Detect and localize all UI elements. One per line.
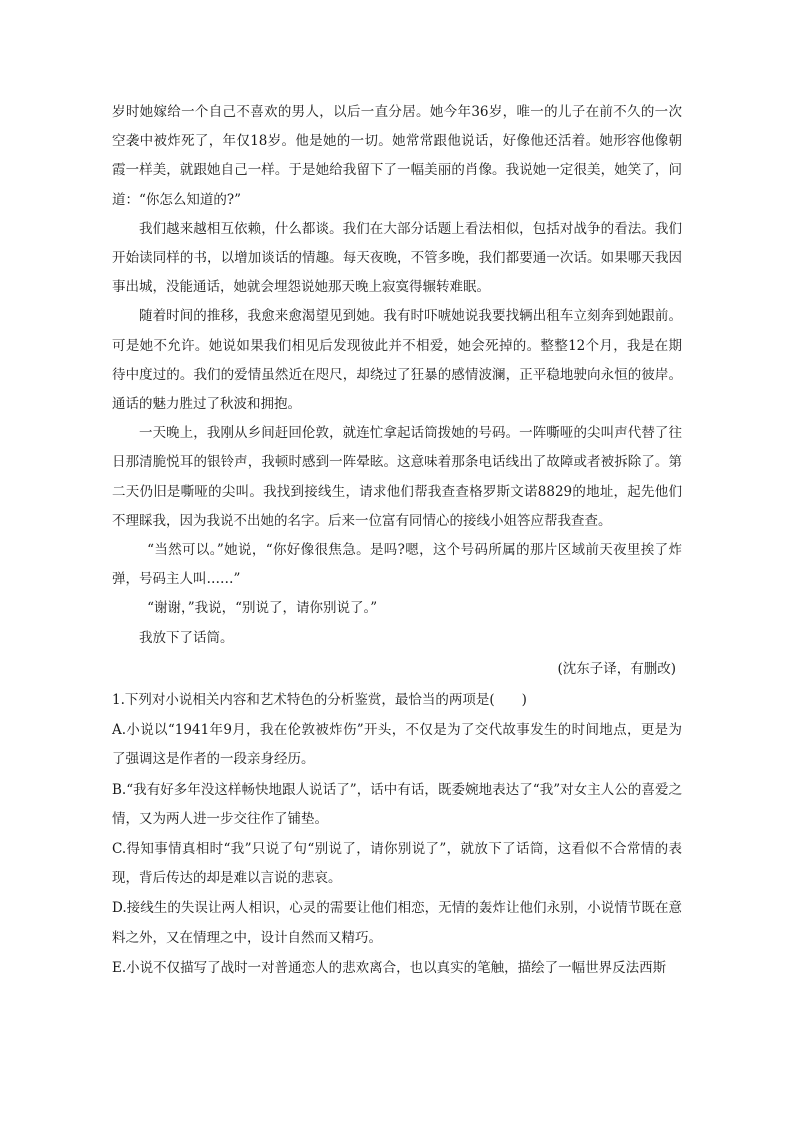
passage-paragraph-4: 一天晚上，我刚从乡间赶回伦敦，就连忙拿起话筒拨她的号码。一阵嘶哑的尖叫声代替了往日那清脆悦耳的银铃声，我顿时感到一阵晕眩。这意味着那条电话线出了故障或者被拆除了。第二天仍旧是嘶哑的尖叫。我找到接线生，请求他们帮我查查格罗斯文诺8829的地址，起先他们不理睬我，因为我说不出她的名字。后来一位富有同情心的接线小姐答应帮我查查。	[112, 425, 682, 529]
option-a: A.小说以“1941年9月，我在伦敦被炸伤”开头，不仅是为了交代故事发生的时间地点，更是为了强调这是作者的一段亲身经历。	[112, 722, 682, 768]
option-b: B.“我有好多年没这样畅快地跟人说话了”，话中有话，既委婉地表达了“我”对女主人公的喜爱之情，又为两人进一步交往作了铺垫。	[112, 781, 682, 827]
option-d: D.接线生的失误让两人相识，心灵的需要让他们相恋，无情的轰炸让他们永别，小说情节既在意料之外，又在情理之中，设计自然而又精巧。	[112, 900, 682, 946]
passage-dialogue-2: “谢谢，”我说，“别说了，请你别说了。”	[147, 600, 378, 617]
passage-paragraph-1: 岁时她嫁给一个自己不喜欢的男人，以后一直分居。她今年36岁，唯一的儿子在前不久的一次空袭中被炸死了，年仅18岁。他是她的一切。她常常跟他说话，好像他还活着。她形容他像朝霞一样美，就跟她自己一样。于是她给我留下了一幅美丽的肖像。我说她一定很美，她笑了，问道：“你怎么知道的?”	[112, 104, 682, 208]
option-e: E.小说不仅描写了战时一对普通恋人的悲欢离合，也以真实的笔触，描绘了一幅世界反法西斯	[112, 959, 667, 976]
passage-paragraph-2: 我们越来越相互依赖，什么都谈。我们在大部分话题上看法相似，包括对战争的看法。我们开始读同样的书，以增加谈话的情趣。每天夜晚，不管多晚，我们都要通一次话。如果哪天我因事出城，没能通话，她就会埋怨说她那天晚上寂寞得辗转难眠。	[112, 220, 682, 296]
option-c: C.得知事情真相时“我”只说了句“别说了，请你别说了”，就放下了话筒，这看似不合常情的表现，背后传达的却是难以言说的悲哀。	[112, 841, 682, 887]
translator-credit: (沈东子译，有删改)	[557, 660, 676, 677]
passage-dialogue-1: “当然可以。”她说，“你好像很焦急。是吗?嗯，这个号码所属的那片区域前天夜里挨了炸弹，号码主人叫……”	[112, 542, 682, 588]
question-stem: 1.下列对小说相关内容和艺术特色的分析鉴赏，最恰当的两项是( )	[112, 692, 527, 709]
passage-paragraph-3: 随着时间的推移，我愈来愈渴望见到她。我有时吓唬她说我要找辆出租车立刻奔到她跟前。可是她不允许。她说如果我们相见后发现彼此并不相爱，她会死掉的。整整12个月，我是在期待中度过的。我们的爱情虽然近在咫尺，却绕过了狂暴的感情波澜，正平稳地驶向永恒的彼岸。通话的魅力胜过了秋波和拥抱。	[112, 308, 682, 413]
passage-paragraph-last: 我放下了话筒。	[139, 629, 234, 646]
document-body	[112, 98, 682, 983]
